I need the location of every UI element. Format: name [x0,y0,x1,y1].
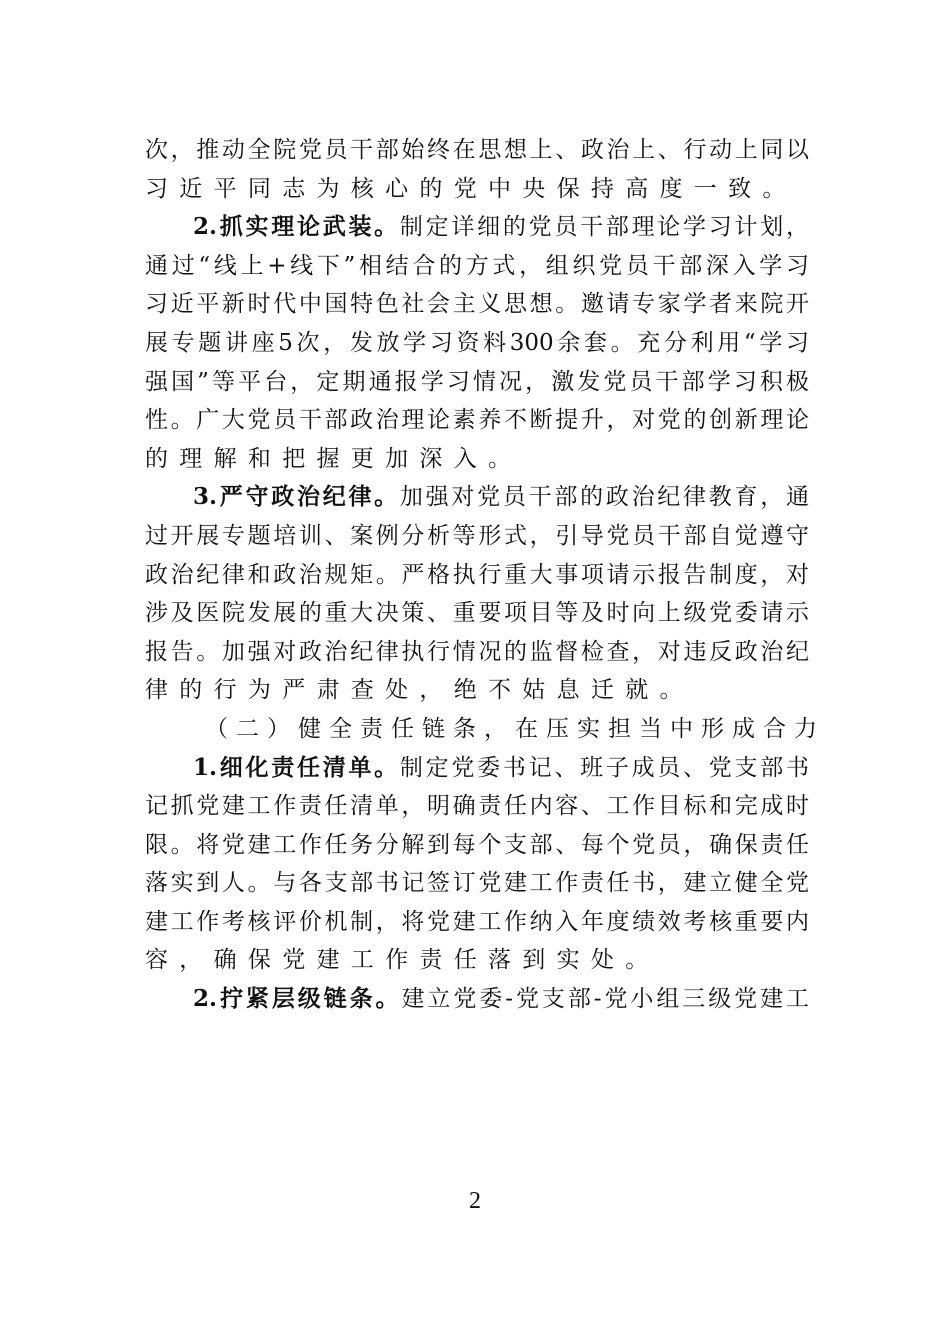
text-line: 记抓党建工作责任清单，明确责任内容、工作目标和完成时 [145,793,809,820]
text-line: 政治纪律和政治规矩。严格执行重大事项请示报告制度，对 [145,561,809,588]
text-span: 制定详细的党员干部理论学习计划， [399,214,809,241]
text-span: 加强对党员干部的政治纪律教育，通 [399,484,809,511]
paragraph-lead-heading: 2.抓实理论武装。 [193,213,400,241]
text-line: 的理解和把握更加深入。 [145,445,523,472]
paragraph-first-line [145,478,809,517]
paragraph-first-line [145,749,809,788]
text-line: 通过“线上+线下”相结合的方式，组织党员干部深入学习 [145,252,809,279]
text-line: 建工作考核评价机制，将党建工作纳入年度绩效考核重要内 [145,908,809,935]
paragraph-first-line [145,980,809,1019]
text-line: 次，推动全院党员干部始终在思想上、政治上、行动上同以 [145,137,809,163]
page-number: 2 [469,1188,481,1214]
paragraph-lead-heading: 1.细化责任清单。 [193,753,400,781]
text-line: 展专题讲座5次，发放学习资料300余套。充分利用“学习 [145,329,809,356]
section-heading: （二）健全责任链条，在压实担当中形成合力 [205,715,825,742]
text-line: 涉及医院发展的重大决策、重要项目等及时向上级党委请示 [145,600,809,627]
text-line: 习近平新时代中国特色社会主义思想。邀请专家学者来院开 [145,291,809,318]
text-span: 建立党委-党支部-党小组三级党建工 [401,986,810,1013]
text-line: 报告。加强对政治纪律执行情况的监督检查，对违反政治纪 [145,638,809,665]
text-line: 性。广大党员干部政治理论素养不断提升，对党的创新理论 [145,407,809,434]
paragraph-lead-heading: 3.严守政治纪律。 [193,483,400,511]
text-line: 落实到人。与各支部书记签订党建工作责任书，建立健全党 [145,870,809,897]
text-line: 习近平同志为核心的党中央保持高度一致。 [145,175,797,202]
paragraph-lead-heading: 2.拧紧层级链条。 [193,985,402,1013]
document-body [145,131,825,1019]
text-line: 过开展专题培训、案例分析等形式，引导党员干部自觉遵守 [145,522,809,549]
text-line: 强国”等平台，定期通报学习情况，激发党员干部学习积极 [145,368,809,395]
text-line: 容，确保党建工作责任落到实处。 [145,947,660,974]
text-line: 律的行为严肃查处，绝不姑息迁就。 [145,677,694,704]
paragraph-first-line [145,208,809,247]
text-span: 制定党委书记、班子成员、党支部书 [399,754,809,781]
text-line: 限。将党建工作任务分解到每个支部、每个党员，确保责任 [145,831,809,858]
